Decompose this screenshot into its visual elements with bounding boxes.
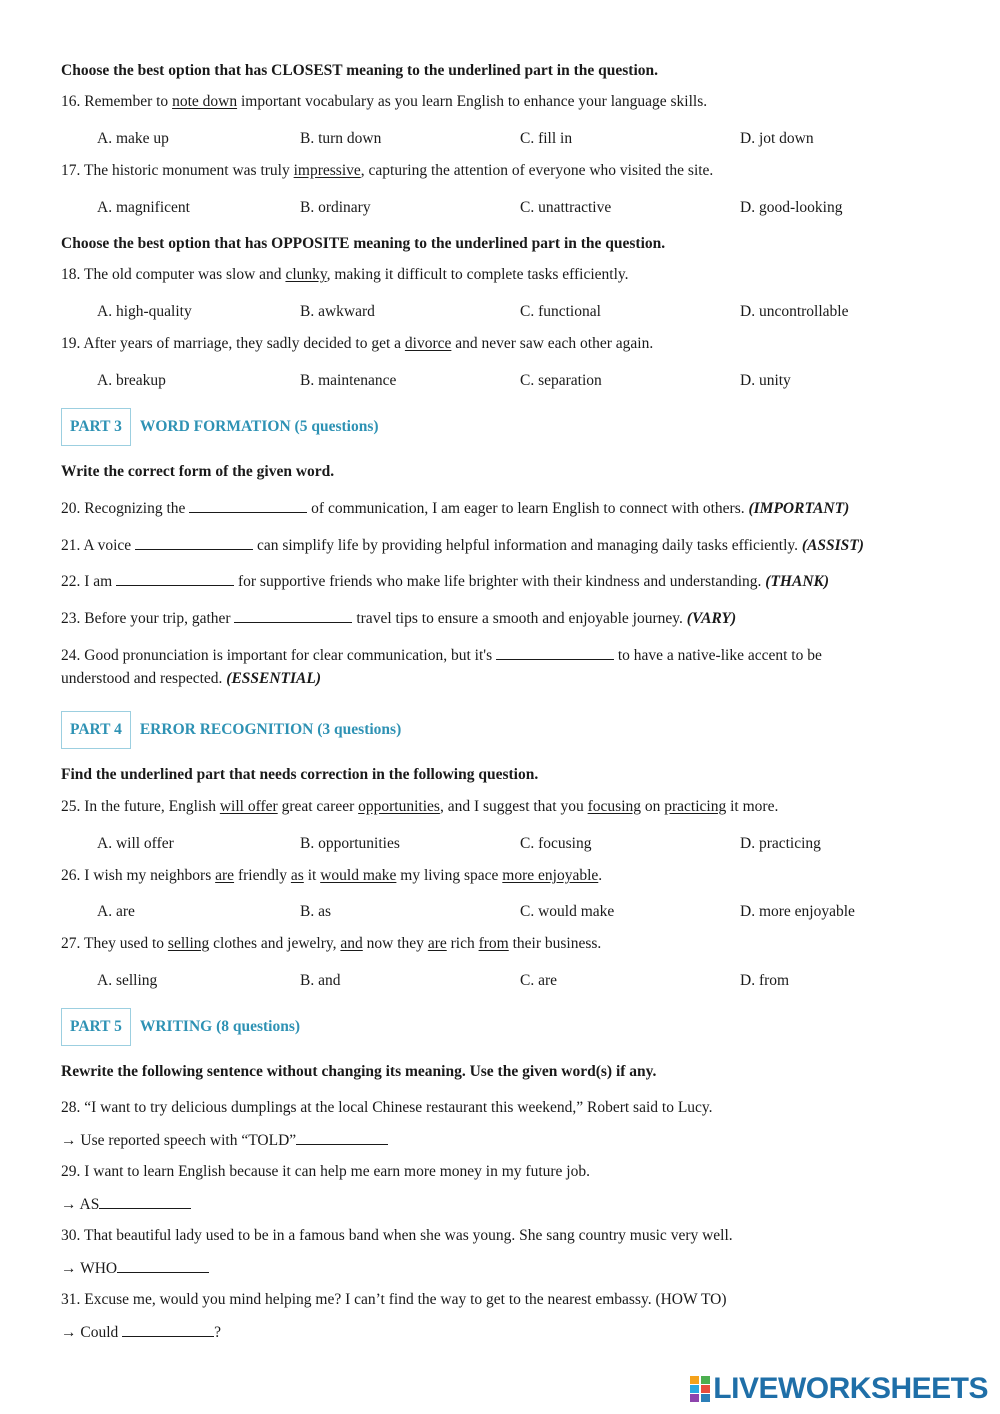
instruction-closest: Choose the best option that has CLOSEST meaning to the underlined part in the question. — [61, 62, 658, 79]
options-25 — [97, 834, 897, 854]
option-d[interactable]: D. good-looking — [740, 199, 843, 216]
option-c[interactable]: C. functional — [520, 303, 601, 320]
option-a[interactable]: A. make up — [97, 130, 169, 147]
underlined-phrase: divorce — [404, 335, 452, 352]
options-18 — [97, 302, 897, 322]
underlined-phrase: clunky — [285, 266, 327, 283]
answer-blank[interactable] — [117, 1258, 209, 1273]
question-24-line2: understood and respected. (ESSENTIAL) — [61, 670, 322, 687]
given-word: (IMPORTANT) — [748, 500, 850, 517]
instruction-writing: Rewrite the following sentence without changing its meaning. Use the given word(s) if any. — [61, 1063, 657, 1080]
option-c[interactable]: C. would make — [520, 903, 615, 920]
answer-blank[interactable] — [234, 608, 352, 623]
answer-blank[interactable] — [116, 571, 234, 586]
option-c[interactable]: C. unattractive — [520, 199, 612, 216]
part-label: PART 5 — [61, 1008, 131, 1046]
answer-blank[interactable] — [296, 1130, 388, 1145]
option-c[interactable]: C. separation — [520, 372, 602, 389]
question-16: 16. Remember to note down important vocabulary as you learn English to enhance your language skills. — [61, 93, 708, 110]
question-25: 25. In the future, English will offer great career opportunities, and I suggest that you focusing on practicing it more. — [61, 798, 779, 815]
brand-name: LIVEWORKSHEETS — [713, 1372, 988, 1405]
answer-blank[interactable] — [189, 498, 307, 513]
option-c[interactable]: C. fill in — [520, 130, 573, 147]
liveworksheets-brand — [689, 1374, 988, 1404]
answer-line-30: → WHO — [61, 1258, 209, 1279]
question-29: 29. I want to learn English because it can help me earn more money in my future job. — [61, 1163, 590, 1180]
answer-line-31: → Could ? — [61, 1324, 222, 1341]
option-d[interactable]: D. jot down — [740, 130, 814, 147]
option-d[interactable]: D. unity — [740, 372, 791, 389]
options-16 — [97, 129, 897, 149]
part-title: ERROR RECOGNITION (3 questions) — [139, 721, 402, 738]
part-label: PART 3 — [61, 408, 131, 446]
option-b[interactable]: B. ordinary — [300, 199, 371, 216]
option-a[interactable]: A. breakup — [97, 372, 166, 389]
option-b[interactable]: B. and — [300, 972, 341, 989]
options-17 — [97, 198, 897, 218]
question-22: 22. I am for supportive friends who make life brighter with their kindness and understanding. (THANK) — [61, 573, 830, 590]
option-b[interactable]: B. maintenance — [300, 372, 397, 389]
answer-blank[interactable] — [496, 645, 614, 660]
part5-header — [61, 1008, 300, 1046]
part-title: WRITING (8 questions) — [139, 1018, 301, 1035]
question-27: 27. They used to selling clothes and jewelry, and now they are rich from their business. — [61, 935, 602, 952]
liveworksheets-logo-icon — [689, 1375, 711, 1403]
option-a[interactable]: A. magnificent — [97, 199, 190, 216]
question-24: 24. Good pronunciation is important for clear communication, but it's to have a native-like accent to be — [61, 647, 822, 664]
option-c[interactable]: C. focusing — [520, 835, 592, 852]
options-19 — [97, 371, 897, 391]
answer-line-28: → Use reported speech with “TOLD” — [61, 1130, 388, 1151]
options-26 — [97, 902, 897, 922]
instruction-opposite: Choose the best option that has OPPOSITE meaning to the underlined part in the question. — [61, 235, 666, 252]
question-23: 23. Before your trip, gather travel tips to ensure a smooth and enjoyable journey. (VARY) — [61, 610, 737, 627]
answer-line-29: → AS — [61, 1194, 191, 1215]
part4-header — [61, 711, 401, 749]
given-word: (VARY) — [686, 610, 737, 627]
question-31: 31. Excuse me, would you mind helping me? I can’t find the way to get to the nearest embassy. (HOW TO) — [61, 1291, 727, 1308]
question-26: 26. I wish my neighbors are friendly as it would make my living space more enjoyable. — [61, 867, 603, 884]
option-a[interactable]: A. high-quality — [97, 303, 192, 320]
given-word: (ASSIST) — [801, 537, 864, 554]
option-a[interactable]: A. are — [97, 903, 135, 920]
option-d[interactable]: D. uncontrollable — [740, 303, 849, 320]
option-a[interactable]: A. selling — [97, 972, 158, 989]
question-21: 21. A voice can simplify life by providing helpful information and managing daily tasks efficiently. (ASSIST) — [61, 537, 864, 554]
question-20: 20. Recognizing the of communication, I am eager to learn English to connect with others. (IMPORTANT) — [61, 500, 850, 517]
option-b[interactable]: B. awkward — [300, 303, 375, 320]
question-18: 18. The old computer was slow and clunky, making it difficult to complete tasks efficiently. — [61, 266, 629, 283]
option-d[interactable]: D. practicing — [740, 835, 821, 852]
part-label: PART 4 — [61, 711, 131, 749]
answer-blank[interactable] — [135, 535, 253, 550]
underlined-phrase: note down — [172, 93, 238, 110]
options-27 — [97, 971, 897, 991]
option-a[interactable]: A. will offer — [97, 835, 174, 852]
option-b[interactable]: B. as — [300, 903, 331, 920]
question-19: 19. After years of marriage, they sadly decided to get a divorce and never saw each other again. — [61, 335, 654, 352]
option-d[interactable]: D. from — [740, 972, 790, 989]
option-b[interactable]: B. turn down — [300, 130, 382, 147]
option-d[interactable]: D. more enjoyable — [740, 903, 855, 920]
instruction-word-formation: Write the correct form of the given word. — [61, 463, 335, 480]
question-30: 30. That beautiful lady used to be in a famous band when she was young. She sang country music very well. — [61, 1227, 733, 1244]
answer-blank[interactable] — [122, 1322, 214, 1337]
given-word: (ESSENTIAL) — [226, 670, 322, 687]
question-17: 17. The historic monument was truly impressive, capturing the attention of everyone who visited the site. — [61, 162, 714, 179]
part3-header — [61, 408, 379, 446]
given-word: (THANK) — [765, 573, 830, 590]
answer-blank[interactable] — [99, 1194, 191, 1209]
underlined-phrase: impressive — [293, 162, 361, 179]
option-b[interactable]: B. opportunities — [300, 835, 400, 852]
instruction-error: Find the underlined part that needs correction in the following question. — [61, 766, 539, 783]
option-c[interactable]: C. are — [520, 972, 558, 989]
part-title: WORD FORMATION (5 questions) — [139, 418, 379, 435]
question-28: 28. “I want to try delicious dumplings at the local Chinese restaurant this weekend,” Robert said to Lucy. — [61, 1099, 713, 1116]
